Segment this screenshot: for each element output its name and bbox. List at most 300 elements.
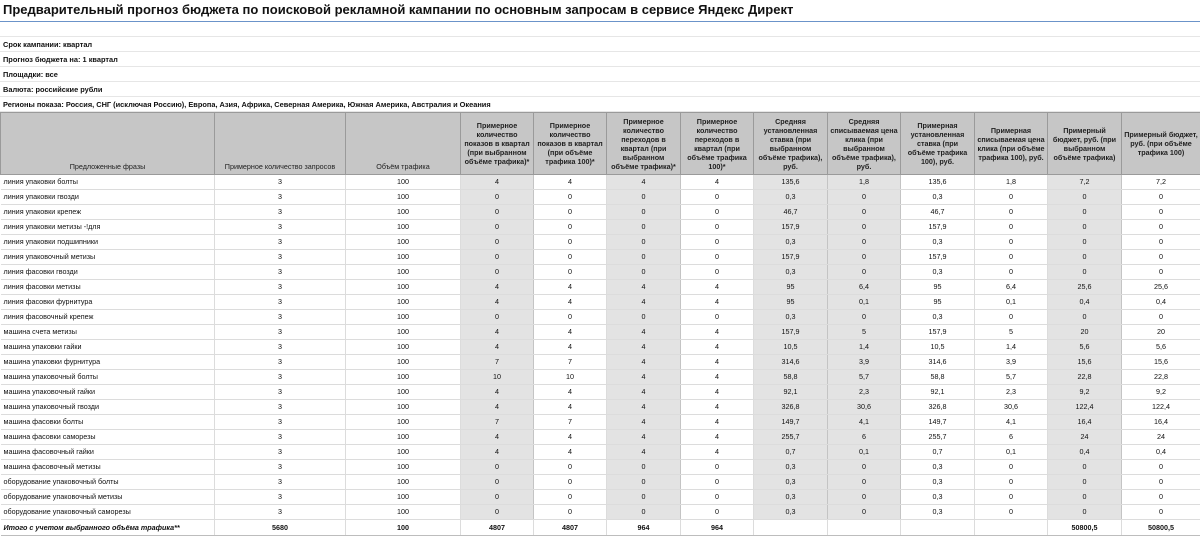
col-header-clicks-100: Примерное количество переходов в квартал (при объёме трафика 100)* bbox=[681, 113, 754, 175]
cell-cpc-100 bbox=[975, 520, 1048, 536]
cell-impressions-selected: 0 bbox=[461, 505, 534, 520]
cell-avg-cpc: 0,1 bbox=[828, 295, 901, 310]
cell-impressions-100: 4 bbox=[534, 385, 607, 400]
cell-clicks-100: 0 bbox=[681, 310, 754, 325]
cell-budget-100: 9,2 bbox=[1122, 385, 1200, 400]
cell-clicks-selected: 0 bbox=[607, 190, 681, 205]
cell-bid-100: 157,9 bbox=[901, 250, 975, 265]
table-row bbox=[1, 235, 1200, 250]
cell-budget-selected: 0 bbox=[1048, 460, 1122, 475]
cell-clicks-100: 4 bbox=[681, 400, 754, 415]
cell-traffic: 100 bbox=[346, 295, 461, 310]
cell-queries: 3 bbox=[215, 295, 346, 310]
cell-budget-100: 0 bbox=[1122, 235, 1200, 250]
cell-phrase: машина упаковочный гвозди bbox=[1, 400, 215, 415]
cell-impressions-selected: 0 bbox=[461, 310, 534, 325]
col-header-budget-100: Примерный бюджет, руб. (при объёме трафика 100) bbox=[1122, 113, 1200, 175]
cell-avg-cpc: 0 bbox=[828, 505, 901, 520]
cell-clicks-100: 4 bbox=[681, 370, 754, 385]
cell-impressions-selected: 4 bbox=[461, 400, 534, 415]
cell-impressions-selected: 0 bbox=[461, 220, 534, 235]
cell-impressions-100: 4 bbox=[534, 175, 607, 190]
cell-bid-100: 95 bbox=[901, 295, 975, 310]
cell-budget-selected: 122,4 bbox=[1048, 400, 1122, 415]
blank-row bbox=[0, 22, 1200, 37]
cell-phrase: машина фасовочный гайки bbox=[1, 445, 215, 460]
cell-cpc-100: 5,7 bbox=[975, 370, 1048, 385]
cell-budget-selected: 24 bbox=[1048, 430, 1122, 445]
col-header-cpc-100: Примерная списываемая цена клика (при объёме трафика 100), руб. bbox=[975, 113, 1048, 175]
cell-budget-100: 0 bbox=[1122, 250, 1200, 265]
cell-avg-cpc: 0 bbox=[828, 190, 901, 205]
cell-clicks-selected: 0 bbox=[607, 505, 681, 520]
cell-bid-100: 157,9 bbox=[901, 220, 975, 235]
cell-clicks-selected: 0 bbox=[607, 205, 681, 220]
table-row bbox=[1, 445, 1200, 460]
cell-budget-100: 22,8 bbox=[1122, 370, 1200, 385]
cell-budget-100: 0,4 bbox=[1122, 445, 1200, 460]
cell-avg-bid: 135,6 bbox=[754, 175, 828, 190]
table-row bbox=[1, 280, 1200, 295]
cell-clicks-selected: 0 bbox=[607, 475, 681, 490]
cell-avg-bid: 0,3 bbox=[754, 310, 828, 325]
cell-clicks-selected: 0 bbox=[607, 250, 681, 265]
cell-cpc-100: 0 bbox=[975, 235, 1048, 250]
cell-avg-cpc: 5 bbox=[828, 325, 901, 340]
cell-impressions-selected: 4 bbox=[461, 445, 534, 460]
cell-avg-bid: 314,6 bbox=[754, 355, 828, 370]
cell-clicks-100: 4 bbox=[681, 430, 754, 445]
cell-clicks-100: 0 bbox=[681, 265, 754, 280]
cell-budget-100: 0 bbox=[1122, 190, 1200, 205]
cell-impressions-selected: 4 bbox=[461, 280, 534, 295]
cell-clicks-100: 0 bbox=[681, 250, 754, 265]
col-header-budget-selected: Примерный бюджет, руб. (при выбранном объёме трафика) bbox=[1048, 113, 1122, 175]
cell-impressions-100: 0 bbox=[534, 310, 607, 325]
cell-cpc-100: 0 bbox=[975, 460, 1048, 475]
table-row bbox=[1, 415, 1200, 430]
cell-cpc-100: 3,9 bbox=[975, 355, 1048, 370]
cell-avg-bid bbox=[754, 520, 828, 536]
cell-impressions-100: 4 bbox=[534, 340, 607, 355]
cell-avg-bid: 255,7 bbox=[754, 430, 828, 445]
cell-impressions-selected: 0 bbox=[461, 490, 534, 505]
table-row bbox=[1, 325, 1200, 340]
cell-impressions-100: 4 bbox=[534, 325, 607, 340]
cell-clicks-selected: 4 bbox=[607, 370, 681, 385]
cell-impressions-selected: 4 bbox=[461, 175, 534, 190]
cell-phrase: линия упаковки метизы -!для bbox=[1, 220, 215, 235]
cell-clicks-selected: 4 bbox=[607, 445, 681, 460]
cell-avg-bid: 95 bbox=[754, 295, 828, 310]
table-row bbox=[1, 355, 1200, 370]
cell-clicks-selected: 4 bbox=[607, 295, 681, 310]
cell-budget-100: 0 bbox=[1122, 490, 1200, 505]
col-header-avg-cpc: Средняя списываемая цена клика (при выбранном объёме трафика), руб. bbox=[828, 113, 901, 175]
cell-traffic: 100 bbox=[346, 430, 461, 445]
cell-avg-cpc: 6,4 bbox=[828, 280, 901, 295]
cell-phrase: линия фасовки гвозди bbox=[1, 265, 215, 280]
cell-avg-bid: 149,7 bbox=[754, 415, 828, 430]
cell-avg-bid: 157,9 bbox=[754, 250, 828, 265]
cell-budget-selected: 0,4 bbox=[1048, 445, 1122, 460]
table-row bbox=[1, 220, 1200, 235]
cell-clicks-100: 0 bbox=[681, 190, 754, 205]
cell-queries: 3 bbox=[215, 430, 346, 445]
cell-impressions-100: 4 bbox=[534, 445, 607, 460]
cell-budget-selected: 0 bbox=[1048, 265, 1122, 280]
cell-phrase: оборудование упаковочный метизы bbox=[1, 490, 215, 505]
cell-queries: 5680 bbox=[215, 520, 346, 536]
cell-traffic: 100 bbox=[346, 460, 461, 475]
cell-queries: 3 bbox=[215, 325, 346, 340]
cell-impressions-100: 0 bbox=[534, 475, 607, 490]
cell-queries: 3 bbox=[215, 340, 346, 355]
cell-impressions-100: 0 bbox=[534, 190, 607, 205]
cell-bid-100: 255,7 bbox=[901, 430, 975, 445]
cell-traffic: 100 bbox=[346, 175, 461, 190]
cell-avg-bid: 157,9 bbox=[754, 325, 828, 340]
cell-queries: 3 bbox=[215, 220, 346, 235]
cell-impressions-selected: 7 bbox=[461, 415, 534, 430]
cell-budget-selected: 20 bbox=[1048, 325, 1122, 340]
cell-budget-100: 0 bbox=[1122, 505, 1200, 520]
cell-queries: 3 bbox=[215, 175, 346, 190]
cell-impressions-100: 0 bbox=[534, 235, 607, 250]
cell-impressions-selected: 0 bbox=[461, 205, 534, 220]
forecast-period: Прогноз бюджета на: 1 квартал bbox=[0, 52, 1200, 67]
cell-budget-selected: 50800,5 bbox=[1048, 520, 1122, 536]
col-header-impressions-selected: Примерное количество показов в квартал (при выбранном объёме трафика)* bbox=[461, 113, 534, 175]
cell-clicks-100: 0 bbox=[681, 505, 754, 520]
cell-clicks-selected: 4 bbox=[607, 175, 681, 190]
header-row bbox=[1, 113, 1200, 175]
cell-impressions-100: 0 bbox=[534, 265, 607, 280]
cell-budget-selected: 0 bbox=[1048, 190, 1122, 205]
cell-impressions-selected: 4 bbox=[461, 295, 534, 310]
table-row bbox=[1, 265, 1200, 280]
table-row bbox=[1, 190, 1200, 205]
cell-clicks-selected: 0 bbox=[607, 310, 681, 325]
table-row bbox=[1, 340, 1200, 355]
table-row bbox=[1, 310, 1200, 325]
cell-budget-selected: 0 bbox=[1048, 310, 1122, 325]
cell-clicks-selected: 0 bbox=[607, 235, 681, 250]
table-row bbox=[1, 430, 1200, 445]
cell-cpc-100: 0 bbox=[975, 190, 1048, 205]
table-row bbox=[1, 505, 1200, 520]
cell-traffic: 100 bbox=[346, 325, 461, 340]
cell-cpc-100: 0 bbox=[975, 310, 1048, 325]
cell-phrase: машина фасовочный метизы bbox=[1, 460, 215, 475]
cell-avg-bid: 0,3 bbox=[754, 265, 828, 280]
cell-avg-bid: 92,1 bbox=[754, 385, 828, 400]
cell-avg-bid: 0,3 bbox=[754, 460, 828, 475]
cell-bid-100: 314,6 bbox=[901, 355, 975, 370]
cell-traffic: 100 bbox=[346, 385, 461, 400]
cell-budget-100: 7,2 bbox=[1122, 175, 1200, 190]
cell-clicks-selected: 4 bbox=[607, 385, 681, 400]
cell-queries: 3 bbox=[215, 190, 346, 205]
cell-impressions-100: 4 bbox=[534, 400, 607, 415]
cell-cpc-100: 6,4 bbox=[975, 280, 1048, 295]
cell-queries: 3 bbox=[215, 490, 346, 505]
cell-phrase: оборудование упаковочный болты bbox=[1, 475, 215, 490]
col-header-clicks-selected: Примерное количество переходов в квартал (при выбранном объёме трафика)* bbox=[607, 113, 681, 175]
cell-impressions-selected: 0 bbox=[461, 265, 534, 280]
table-row bbox=[1, 490, 1200, 505]
cell-impressions-100: 0 bbox=[534, 460, 607, 475]
cell-avg-bid: 0,3 bbox=[754, 490, 828, 505]
cell-phrase: машина фасовки болты bbox=[1, 415, 215, 430]
table-row bbox=[1, 385, 1200, 400]
col-header-bid-100: Примерная установленная ставка (при объёме трафика 100), руб. bbox=[901, 113, 975, 175]
cell-bid-100: 95 bbox=[901, 280, 975, 295]
cell-bid-100: 0,3 bbox=[901, 505, 975, 520]
cell-queries: 3 bbox=[215, 415, 346, 430]
cell-avg-cpc: 30,6 bbox=[828, 400, 901, 415]
cell-phrase: машина упаковки фурнитура bbox=[1, 355, 215, 370]
cell-impressions-selected: 4 bbox=[461, 430, 534, 445]
cell-phrase: линия фасовки метизы bbox=[1, 280, 215, 295]
cell-clicks-selected: 4 bbox=[607, 325, 681, 340]
cell-phrase: машина фасовки саморезы bbox=[1, 430, 215, 445]
table-row bbox=[1, 370, 1200, 385]
cell-traffic: 100 bbox=[346, 250, 461, 265]
cell-traffic: 100 bbox=[346, 205, 461, 220]
cell-bid-100 bbox=[901, 520, 975, 536]
cell-clicks-100: 4 bbox=[681, 175, 754, 190]
cell-avg-cpc: 3,9 bbox=[828, 355, 901, 370]
table-row bbox=[1, 205, 1200, 220]
cell-clicks-100: 4 bbox=[681, 280, 754, 295]
cell-cpc-100: 0 bbox=[975, 220, 1048, 235]
cell-impressions-selected: 4 bbox=[461, 340, 534, 355]
cell-avg-cpc: 1,4 bbox=[828, 340, 901, 355]
cell-phrase: линия упаковки крепеж bbox=[1, 205, 215, 220]
cell-phrase: оборудование упаковочный саморезы bbox=[1, 505, 215, 520]
cell-queries: 3 bbox=[215, 445, 346, 460]
cell-impressions-100: 10 bbox=[534, 370, 607, 385]
sheet-title: Предварительный прогноз бюджета по поисковой рекламной кампании по основным запросам в сервисе Яндекс Директ bbox=[0, 0, 1200, 22]
cell-phrase: линия упаковочный метизы bbox=[1, 250, 215, 265]
cell-traffic: 100 bbox=[346, 505, 461, 520]
cell-avg-cpc: 6 bbox=[828, 430, 901, 445]
cell-avg-bid: 0,3 bbox=[754, 475, 828, 490]
cell-avg-bid: 58,8 bbox=[754, 370, 828, 385]
cell-avg-bid: 0,3 bbox=[754, 235, 828, 250]
cell-avg-bid: 10,5 bbox=[754, 340, 828, 355]
cell-avg-cpc: 2,3 bbox=[828, 385, 901, 400]
cell-budget-selected: 9,2 bbox=[1048, 385, 1122, 400]
cell-budget-100: 25,6 bbox=[1122, 280, 1200, 295]
cell-clicks-100: 4 bbox=[681, 325, 754, 340]
cell-traffic: 100 bbox=[346, 265, 461, 280]
cell-budget-selected: 0 bbox=[1048, 250, 1122, 265]
cell-avg-cpc: 0 bbox=[828, 475, 901, 490]
cell-bid-100: 0,3 bbox=[901, 475, 975, 490]
cell-impressions-100: 7 bbox=[534, 355, 607, 370]
cell-clicks-100: 4 bbox=[681, 340, 754, 355]
cell-clicks-selected: 4 bbox=[607, 280, 681, 295]
cell-cpc-100: 0,1 bbox=[975, 295, 1048, 310]
cell-clicks-100: 0 bbox=[681, 475, 754, 490]
cell-cpc-100: 2,3 bbox=[975, 385, 1048, 400]
cell-traffic: 100 bbox=[346, 340, 461, 355]
cell-impressions-selected: 0 bbox=[461, 475, 534, 490]
cell-budget-100: 50800,5 bbox=[1122, 520, 1200, 536]
cell-queries: 3 bbox=[215, 505, 346, 520]
cell-avg-cpc: 0 bbox=[828, 220, 901, 235]
cell-phrase: линия упаковки подшипники bbox=[1, 235, 215, 250]
cell-cpc-100: 0 bbox=[975, 505, 1048, 520]
cell-budget-100: 20 bbox=[1122, 325, 1200, 340]
cell-clicks-100: 0 bbox=[681, 205, 754, 220]
table-row bbox=[1, 475, 1200, 490]
cell-clicks-100: 0 bbox=[681, 490, 754, 505]
cell-clicks-selected: 0 bbox=[607, 220, 681, 235]
cell-budget-100: 0 bbox=[1122, 220, 1200, 235]
cell-budget-selected: 22,8 bbox=[1048, 370, 1122, 385]
cell-avg-cpc bbox=[828, 520, 901, 536]
cell-queries: 3 bbox=[215, 235, 346, 250]
cell-budget-selected: 0 bbox=[1048, 205, 1122, 220]
cell-clicks-100: 964 bbox=[681, 520, 754, 536]
cell-avg-bid: 157,9 bbox=[754, 220, 828, 235]
cell-budget-100: 5,6 bbox=[1122, 340, 1200, 355]
table-row bbox=[1, 400, 1200, 415]
cell-queries: 3 bbox=[215, 205, 346, 220]
campaign-term: Срок кампании: квартал bbox=[0, 37, 1200, 52]
cell-clicks-100: 4 bbox=[681, 355, 754, 370]
table-row bbox=[1, 250, 1200, 265]
cell-clicks-selected: 4 bbox=[607, 355, 681, 370]
cell-traffic: 100 bbox=[346, 280, 461, 295]
cell-bid-100: 0,3 bbox=[901, 190, 975, 205]
cell-clicks-selected: 4 bbox=[607, 430, 681, 445]
cell-bid-100: 149,7 bbox=[901, 415, 975, 430]
cell-clicks-100: 0 bbox=[681, 220, 754, 235]
cell-traffic: 100 bbox=[346, 355, 461, 370]
cell-budget-100: 0 bbox=[1122, 310, 1200, 325]
cell-avg-cpc: 0 bbox=[828, 310, 901, 325]
cell-budget-selected: 16,4 bbox=[1048, 415, 1122, 430]
cell-phrase: линия фасовочный крепеж bbox=[1, 310, 215, 325]
total-row bbox=[1, 520, 1200, 536]
cell-queries: 3 bbox=[215, 280, 346, 295]
table-row bbox=[1, 295, 1200, 310]
cell-clicks-selected: 0 bbox=[607, 265, 681, 280]
cell-cpc-100: 5 bbox=[975, 325, 1048, 340]
cell-clicks-100: 0 bbox=[681, 460, 754, 475]
cell-cpc-100: 1,4 bbox=[975, 340, 1048, 355]
cell-budget-100: 0 bbox=[1122, 205, 1200, 220]
cell-avg-cpc: 0 bbox=[828, 205, 901, 220]
cell-avg-cpc: 0,1 bbox=[828, 445, 901, 460]
cell-avg-cpc: 5,7 bbox=[828, 370, 901, 385]
cell-bid-100: 0,3 bbox=[901, 490, 975, 505]
col-header-phrases: Предложенные фразы bbox=[1, 113, 215, 175]
cell-budget-selected: 25,6 bbox=[1048, 280, 1122, 295]
cell-cpc-100: 0,1 bbox=[975, 445, 1048, 460]
cell-budget-selected: 7,2 bbox=[1048, 175, 1122, 190]
cell-phrase: линия упаковки гвозди bbox=[1, 190, 215, 205]
cell-clicks-100: 4 bbox=[681, 385, 754, 400]
cell-bid-100: 46,7 bbox=[901, 205, 975, 220]
cell-bid-100: 0,3 bbox=[901, 235, 975, 250]
cell-impressions-100: 4 bbox=[534, 295, 607, 310]
cell-avg-cpc: 0 bbox=[828, 250, 901, 265]
currency: Валюта: российские рубли bbox=[0, 82, 1200, 97]
cell-cpc-100: 4,1 bbox=[975, 415, 1048, 430]
cell-avg-bid: 0,7 bbox=[754, 445, 828, 460]
cell-queries: 3 bbox=[215, 400, 346, 415]
cell-phrase: машина счета метизы bbox=[1, 325, 215, 340]
cell-impressions-selected: 0 bbox=[461, 460, 534, 475]
col-header-queries: Примерное количество запросов bbox=[215, 113, 346, 175]
cell-avg-bid: 46,7 bbox=[754, 205, 828, 220]
cell-budget-100: 122,4 bbox=[1122, 400, 1200, 415]
cell-queries: 3 bbox=[215, 385, 346, 400]
cell-clicks-100: 4 bbox=[681, 295, 754, 310]
cell-queries: 3 bbox=[215, 460, 346, 475]
cell-impressions-100: 7 bbox=[534, 415, 607, 430]
cell-traffic: 100 bbox=[346, 220, 461, 235]
col-header-impressions-100: Примерное количество показов в квартал (при объёме трафика 100)* bbox=[534, 113, 607, 175]
cell-queries: 3 bbox=[215, 265, 346, 280]
cell-bid-100: 0,3 bbox=[901, 310, 975, 325]
cell-avg-cpc: 4,1 bbox=[828, 415, 901, 430]
table-row bbox=[1, 175, 1200, 190]
table-row bbox=[1, 460, 1200, 475]
cell-cpc-100: 0 bbox=[975, 205, 1048, 220]
cell-impressions-100: 0 bbox=[534, 505, 607, 520]
cell-budget-100: 24 bbox=[1122, 430, 1200, 445]
cell-phrase: линия упаковки болты bbox=[1, 175, 215, 190]
cell-bid-100: 326,8 bbox=[901, 400, 975, 415]
col-header-avg-bid: Средняя установленная ставка (при выбранном объёме трафика), руб. bbox=[754, 113, 828, 175]
cell-cpc-100: 0 bbox=[975, 265, 1048, 280]
cell-traffic: 100 bbox=[346, 475, 461, 490]
cell-bid-100: 0,3 bbox=[901, 265, 975, 280]
cell-budget-100: 15,6 bbox=[1122, 355, 1200, 370]
cell-queries: 3 bbox=[215, 250, 346, 265]
cell-bid-100: 92,1 bbox=[901, 385, 975, 400]
cell-avg-cpc: 0 bbox=[828, 490, 901, 505]
sites: Площадки: все bbox=[0, 67, 1200, 82]
cell-budget-selected: 0 bbox=[1048, 505, 1122, 520]
cell-impressions-selected: 4 bbox=[461, 385, 534, 400]
cell-phrase: машина упаковки гайки bbox=[1, 340, 215, 355]
cell-impressions-100: 0 bbox=[534, 205, 607, 220]
cell-bid-100: 135,6 bbox=[901, 175, 975, 190]
cell-clicks-100: 4 bbox=[681, 445, 754, 460]
cell-budget-selected: 0 bbox=[1048, 220, 1122, 235]
cell-traffic: 100 bbox=[346, 370, 461, 385]
cell-budget-100: 0,4 bbox=[1122, 295, 1200, 310]
cell-impressions-selected: 0 bbox=[461, 235, 534, 250]
cell-impressions-100: 4807 bbox=[534, 520, 607, 536]
cell-clicks-selected: 964 bbox=[607, 520, 681, 536]
cell-budget-100: 0 bbox=[1122, 265, 1200, 280]
cell-budget-selected: 0 bbox=[1048, 475, 1122, 490]
cell-bid-100: 58,8 bbox=[901, 370, 975, 385]
regions: Регионы показа: Россия, СНГ (исключая Россию), Европа, Азия, Африка, Северная Америка, Южная Америка, Австралия и Океания bbox=[0, 97, 1200, 112]
cell-cpc-100: 6 bbox=[975, 430, 1048, 445]
cell-budget-100: 16,4 bbox=[1122, 415, 1200, 430]
cell-impressions-selected: 4807 bbox=[461, 520, 534, 536]
cell-traffic: 100 bbox=[346, 415, 461, 430]
